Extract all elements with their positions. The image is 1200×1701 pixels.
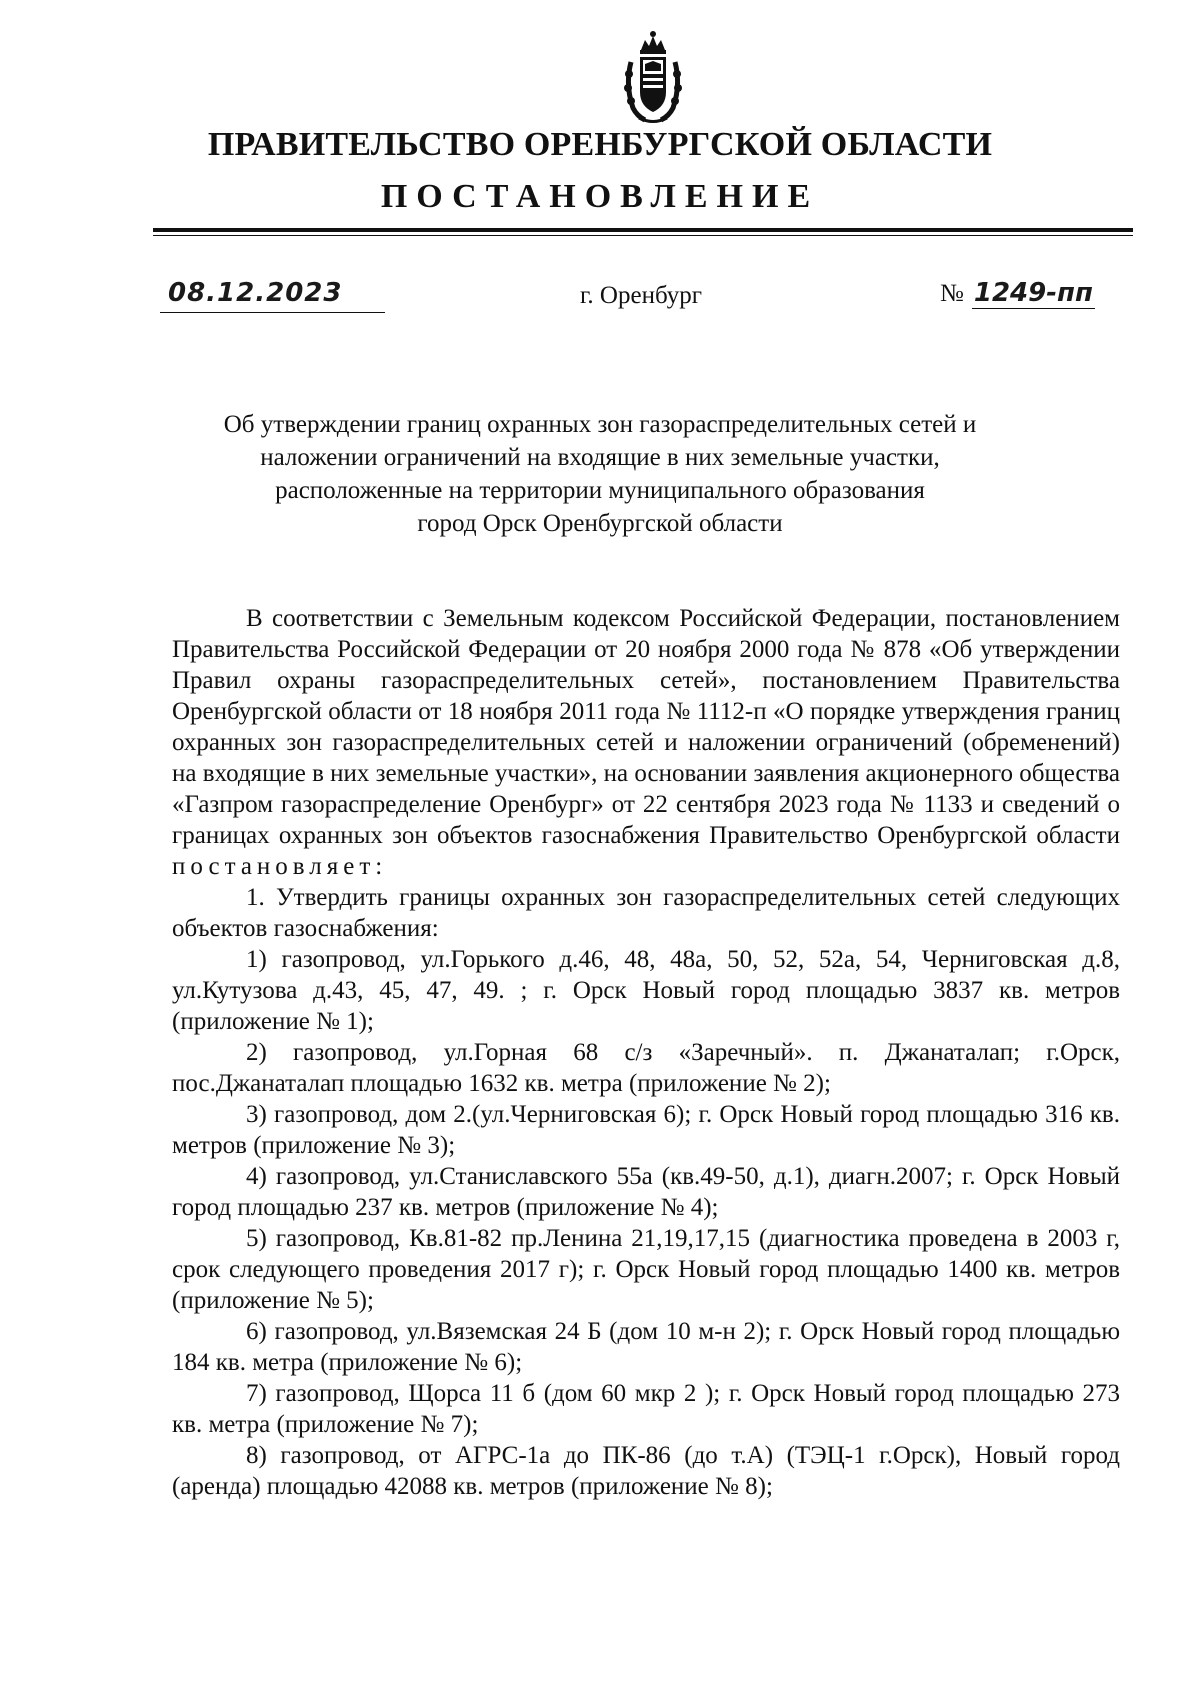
header-rule-thick — [153, 228, 1133, 232]
subject-line: расположенные на территории муниципального образования — [275, 477, 925, 504]
point-1: 1. Утвердить границы охранных зон газораспределительных сетей следующих объектов газоснабжения: — [172, 884, 1120, 942]
list-item: 4) газопровод, ул.Станиславского 55а (кв.49-50, д.1), диагн.2007; г. Орск Новый город площадью 237 кв. метров (приложение № 4); — [172, 1163, 1120, 1221]
subject-line: наложении ограничений на входящие в них земельные участки, — [260, 444, 940, 471]
number-sign: № — [940, 280, 964, 307]
list-item: 3) газопровод, дом 2.(ул.Черниговская 6); г. Орск Новый город площадью 316 кв. метров (приложение № 3); — [172, 1101, 1120, 1159]
list-item: 1) газопровод, ул.Горького д.46, 48, 48а, 50, 52, 52а, 54, Черниговская д.8, ул.Кутузова д.43, 45, 47, 49. ; г. Орск Новый город площадью 3837 кв. метров (приложение № 1); — [172, 946, 1120, 1035]
list-item: 5) газопровод, Кв.81-82 пр.Ленина 21,19,17,15 (диагностика проведена в 2003 г, срок следующего проведения 2017 г); г. Орск Новый город площадью 1400 кв. метров (приложение № 5); — [172, 1225, 1120, 1314]
subject-line: город Орск Оренбургской области — [417, 510, 783, 537]
preamble-verb: постановляет: — [172, 853, 388, 880]
organization-title: ПРАВИТЕЛЬСТВО ОРЕНБУРГСКОЙ ОБЛАСТИ — [207, 126, 993, 163]
document-body — [172, 603, 1120, 1502]
document-type: ПОСТАНОВЛЕНИЕ — [380, 178, 820, 215]
preamble-paragraph — [172, 603, 1120, 882]
document-date: 08.12.2023 — [168, 278, 343, 308]
header-rule-thin — [153, 235, 1133, 236]
subject-line: Об утверждении границ охранных зон газораспределительных сетей и — [223, 411, 977, 438]
document-number: 1249-пп — [973, 278, 1093, 308]
list-item: 8) газопровод, от АГРС-1а до ПК-86 (до т.А) (ТЭЦ-1 г.Орск), Новый город (аренда) площадью 42088 кв. метров (приложение № 8); — [172, 1442, 1120, 1500]
list-item: 7) газопровод, Щорса 11 б (дом 60 мкр 2 ); г. Орск Новый город площадью 273 кв. метра (приложение № 7); — [172, 1380, 1120, 1438]
document-city: г. Оренбург — [580, 282, 702, 309]
preamble-text: В соответствии с Земельным кодексом Российской Федерации, постановлением Правительства Российской Федерации от 20 ноября 2000 года № 878 «Об утверждении Правил охраны газораспределительных сетей», постановлением Правительства Оренбургской области от 18 ноября 2011 года № 1112-п «О порядке утверждения границ охранных зон газораспределительных сетей и наложении ограничений (обременений) на входящие в них земельные участки», на основании заявления акционерного общества «Газпром газораспределение Оренбург» от 22 сентября 2023 года № 1133 и сведений о границах охранных зон объектов газоснабжения Правительство Оренбургской области — [172, 605, 1120, 849]
list-item: 6) газопровод, ул.Вяземская 24 Б (дом 10 м-н 2); г. Орск Новый город площадью 184 кв. метра (приложение № 6); — [172, 1318, 1120, 1376]
document-date-line — [160, 278, 385, 313]
document-number-block — [940, 278, 1095, 308]
coat-of-arms-icon — [623, 30, 683, 125]
list-item: 2) газопровод, ул.Горная 68 с/з «Заречный». п. Джанаталап; г.Орск, пос.Джанаталап площадью 1632 кв. метра (приложение № 2); — [172, 1039, 1120, 1097]
document-subject — [180, 408, 1020, 540]
